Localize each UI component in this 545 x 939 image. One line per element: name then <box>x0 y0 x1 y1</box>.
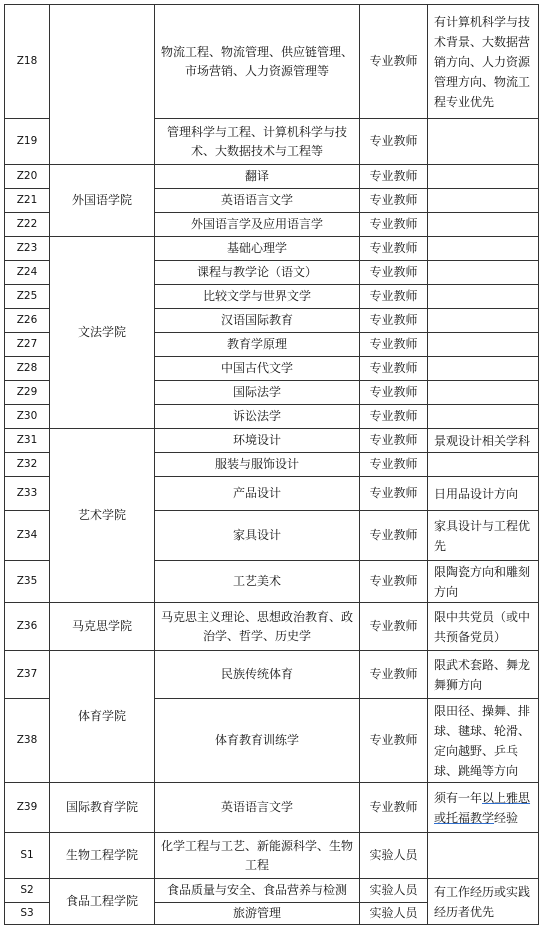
position-type: 实验人员 <box>360 903 428 925</box>
position-code: Z28 <box>5 357 50 381</box>
requirement-note <box>428 309 539 333</box>
position-type: 专业教师 <box>360 213 428 237</box>
requirement-note: 限中共党员（或中共预备党员） <box>428 603 539 651</box>
major-cell: 体育教育训练学 <box>155 699 360 783</box>
position-code: Z19 <box>5 119 50 165</box>
position-type: 专业教师 <box>360 285 428 309</box>
position-type: 专业教师 <box>360 429 428 453</box>
position-code: Z27 <box>5 333 50 357</box>
position-type: 实验人员 <box>360 833 428 879</box>
table-row <box>5 165 539 189</box>
position-type: 专业教师 <box>360 477 428 511</box>
requirement-note <box>428 405 539 429</box>
major-cell: 外国语言学及应用语言学 <box>155 213 360 237</box>
requirement-note: 日用品设计方向 <box>428 477 539 511</box>
underlined-note-text: 以上雅思或托福教学 <box>434 790 531 825</box>
position-type: 专业教师 <box>360 453 428 477</box>
requirement-note: 家具设计与工程优先 <box>428 511 539 561</box>
major-cell: 英语语言文学 <box>155 783 360 833</box>
requirement-note <box>428 213 539 237</box>
position-type: 专业教师 <box>360 165 428 189</box>
position-code: Z34 <box>5 511 50 561</box>
requirement-note <box>428 119 539 165</box>
position-type: 专业教师 <box>360 561 428 603</box>
major-cell: 食品质量与安全、食品营养与检测 <box>155 879 360 903</box>
table-row <box>5 783 539 833</box>
position-type: 专业教师 <box>360 333 428 357</box>
position-code: Z35 <box>5 561 50 603</box>
college-cell <box>50 5 155 165</box>
table-row <box>5 237 539 261</box>
college-cell: 生物工程学院 <box>50 833 155 879</box>
major-cell: 家具设计 <box>155 511 360 561</box>
major-cell: 旅游管理 <box>155 903 360 925</box>
position-type: 专业教师 <box>360 189 428 213</box>
college-cell: 马克思学院 <box>50 603 155 651</box>
note-text: 须有一年 <box>434 790 483 805</box>
requirement-note <box>428 165 539 189</box>
major-cell: 马克思主义理论、思想政治教育、政治学、哲学、历史学 <box>155 603 360 651</box>
college-cell: 食品工程学院 <box>50 879 155 925</box>
position-code: Z18 <box>5 5 50 119</box>
position-type: 专业教师 <box>360 603 428 651</box>
requirement-note <box>428 189 539 213</box>
major-cell: 民族传统体育 <box>155 651 360 699</box>
position-code: S1 <box>5 833 50 879</box>
position-code: Z30 <box>5 405 50 429</box>
requirement-note: 景观设计相关学科 <box>428 429 539 453</box>
college-cell: 国际教育学院 <box>50 783 155 833</box>
position-code: S2 <box>5 879 50 903</box>
position-type: 专业教师 <box>360 309 428 333</box>
position-code: Z32 <box>5 453 50 477</box>
college-cell: 艺术学院 <box>50 429 155 603</box>
position-type: 专业教师 <box>360 357 428 381</box>
major-cell: 物流工程、物流管理、供应链管理、市场营销、人力资源管理等 <box>155 5 360 119</box>
table-row <box>5 651 539 699</box>
requirement-note: 有工作经历或实践经历者优先 <box>428 879 539 925</box>
requirement-note <box>428 285 539 309</box>
major-cell: 管理科学与工程、计算机科学与技术、大数据技术与工程等 <box>155 119 360 165</box>
position-code: Z26 <box>5 309 50 333</box>
major-cell: 基础心理学 <box>155 237 360 261</box>
position-type: 专业教师 <box>360 381 428 405</box>
position-type: 专业教师 <box>360 405 428 429</box>
position-code: Z29 <box>5 381 50 405</box>
position-code: Z25 <box>5 285 50 309</box>
position-type: 专业教师 <box>360 511 428 561</box>
position-type: 专业教师 <box>360 651 428 699</box>
major-cell: 产品设计 <box>155 477 360 511</box>
position-code: Z37 <box>5 651 50 699</box>
major-cell: 环境设计 <box>155 429 360 453</box>
position-code: Z24 <box>5 261 50 285</box>
college-cell: 体育学院 <box>50 651 155 783</box>
requirement-note: 限田径、操舞、排球、毽球、轮滑、定向越野、乒乓球、跳绳等方向 <box>428 699 539 783</box>
position-code: S3 <box>5 903 50 925</box>
major-cell: 服装与服饰设计 <box>155 453 360 477</box>
position-type: 专业教师 <box>360 699 428 783</box>
table-row <box>5 603 539 651</box>
major-cell: 比较文学与世界文学 <box>155 285 360 309</box>
major-cell: 翻译 <box>155 165 360 189</box>
position-code: Z33 <box>5 477 50 511</box>
college-cell: 外国语学院 <box>50 165 155 237</box>
position-code: Z22 <box>5 213 50 237</box>
table-row <box>5 429 539 453</box>
requirement-note <box>428 381 539 405</box>
position-code: Z21 <box>5 189 50 213</box>
major-cell: 诉讼法学 <box>155 405 360 429</box>
major-cell: 英语语言文学 <box>155 189 360 213</box>
requirement-note <box>428 357 539 381</box>
table-row <box>5 5 539 119</box>
major-cell: 工艺美术 <box>155 561 360 603</box>
college-cell: 文法学院 <box>50 237 155 429</box>
table-row <box>5 879 539 903</box>
note-text: 经验 <box>494 810 519 825</box>
table-row <box>5 833 539 879</box>
position-type: 专业教师 <box>360 783 428 833</box>
position-code: Z36 <box>5 603 50 651</box>
position-code: Z20 <box>5 165 50 189</box>
position-code: Z23 <box>5 237 50 261</box>
position-type: 专业教师 <box>360 5 428 119</box>
major-cell: 化学工程与工艺、新能源科学、生物工程 <box>155 833 360 879</box>
requirement-note <box>428 453 539 477</box>
major-cell: 国际法学 <box>155 381 360 405</box>
position-type: 实验人员 <box>360 879 428 903</box>
major-cell: 课程与教学论（语文） <box>155 261 360 285</box>
position-code: Z31 <box>5 429 50 453</box>
position-type: 专业教师 <box>360 237 428 261</box>
major-cell: 教育学原理 <box>155 333 360 357</box>
requirement-note <box>428 333 539 357</box>
position-type: 专业教师 <box>360 119 428 165</box>
requirement-note: 限武术套路、舞龙舞狮方向 <box>428 651 539 699</box>
requirement-note <box>428 261 539 285</box>
requirement-note <box>428 833 539 879</box>
requirement-note: 限陶瓷方向和雕刻方向 <box>428 561 539 603</box>
requirement-note <box>428 783 539 833</box>
requirement-note <box>428 237 539 261</box>
position-type: 专业教师 <box>360 261 428 285</box>
position-code: Z39 <box>5 783 50 833</box>
position-code: Z38 <box>5 699 50 783</box>
major-cell: 汉语国际教育 <box>155 309 360 333</box>
recruitment-table <box>4 4 539 925</box>
major-cell: 中国古代文学 <box>155 357 360 381</box>
requirement-note: 有计算机科学与技术背景、大数据营销方向、人力资源管理方向、物流工程专业优先 <box>428 5 539 119</box>
